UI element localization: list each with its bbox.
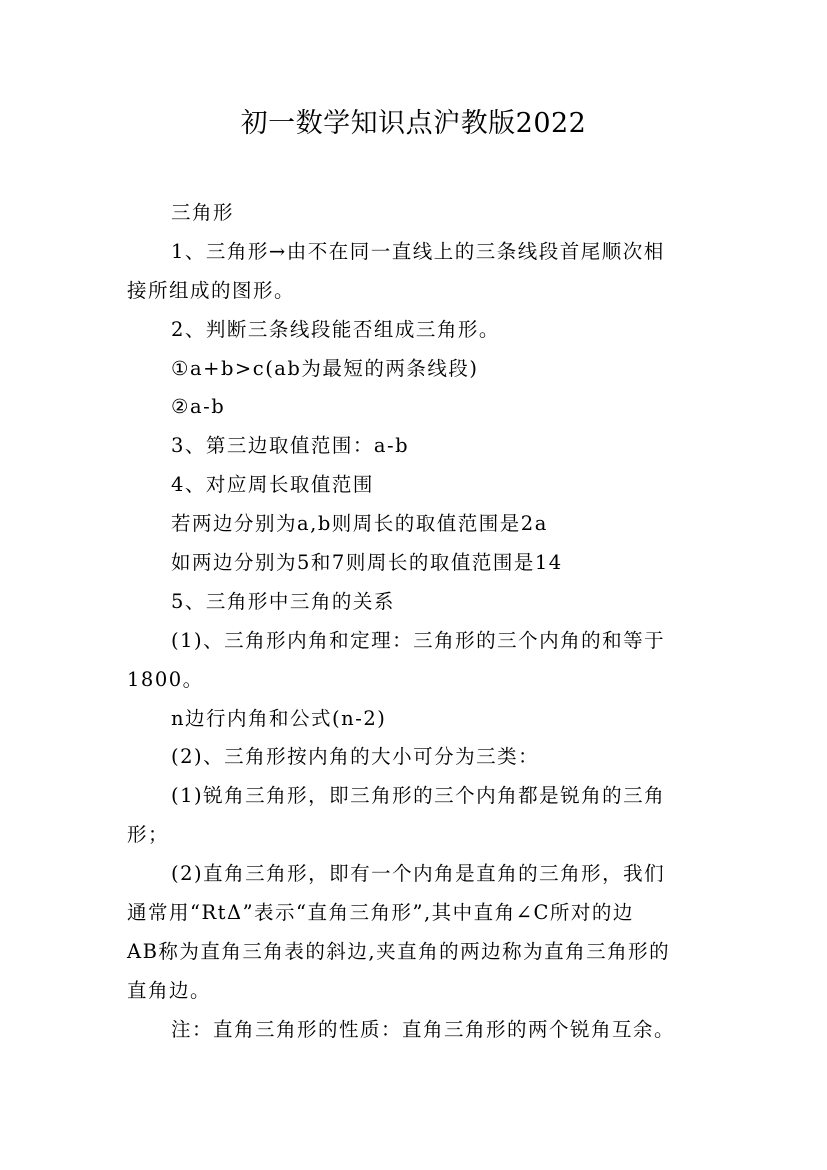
text-line: ①a+b>c(ab为最短的两条线段) [171, 356, 479, 380]
text-line: 5、三角形中三角的关系 [171, 589, 395, 613]
text-line: 直角边。 [127, 978, 212, 1002]
text-line: 如两边分别为5和7则周长的取值范围是14 [171, 551, 563, 575]
document-body [127, 194, 707, 1050]
text-line: (2)、三角形按内角的大小可分为三类： [171, 745, 540, 769]
text-line: (2)直角三角形，即有一个内角是直角的三角形，我们 [171, 862, 666, 886]
text-line: 3、第三边取值范围：a-b [171, 434, 410, 458]
text-line: 4、对应周长取值范围 [171, 473, 374, 497]
text-line: 1800。 [127, 667, 204, 691]
text-line: 通常用“RtΔ”表示“直角三角形”,其中直角∠C所对的边 [127, 901, 634, 925]
text-line: (1)、三角形内角和定理：三角形的三个内角的和等于 [171, 628, 666, 652]
text-line: 接所组成的图形。 [127, 278, 296, 302]
text-line: 形； [127, 823, 170, 847]
text-line: 注：直角三角形的性质：直角三角形的两个锐角互余。 [171, 1017, 676, 1041]
text-line: AB称为直角三角表的斜边,夹直角的两边称为直角三角形的 [127, 939, 671, 963]
text-line: 三角形 [171, 201, 235, 224]
text-line: n边行内角和公式(n-2) [171, 706, 387, 730]
document-title: 初一数学知识点沪教版2022 [240, 108, 587, 139]
text-line: 2、判断三条线段能否组成三角形。 [171, 317, 500, 341]
text-line: (1)锐角三角形，即三角形的三个内角都是锐角的三角 [171, 784, 666, 808]
text-line: 1、三角形→由不在同一直线上的三条线段首尾顺次相 [171, 239, 665, 263]
text-line: 若两边分别为a,b则周长的取值范围是2a [171, 512, 548, 536]
text-line: ②a-b [171, 395, 226, 419]
